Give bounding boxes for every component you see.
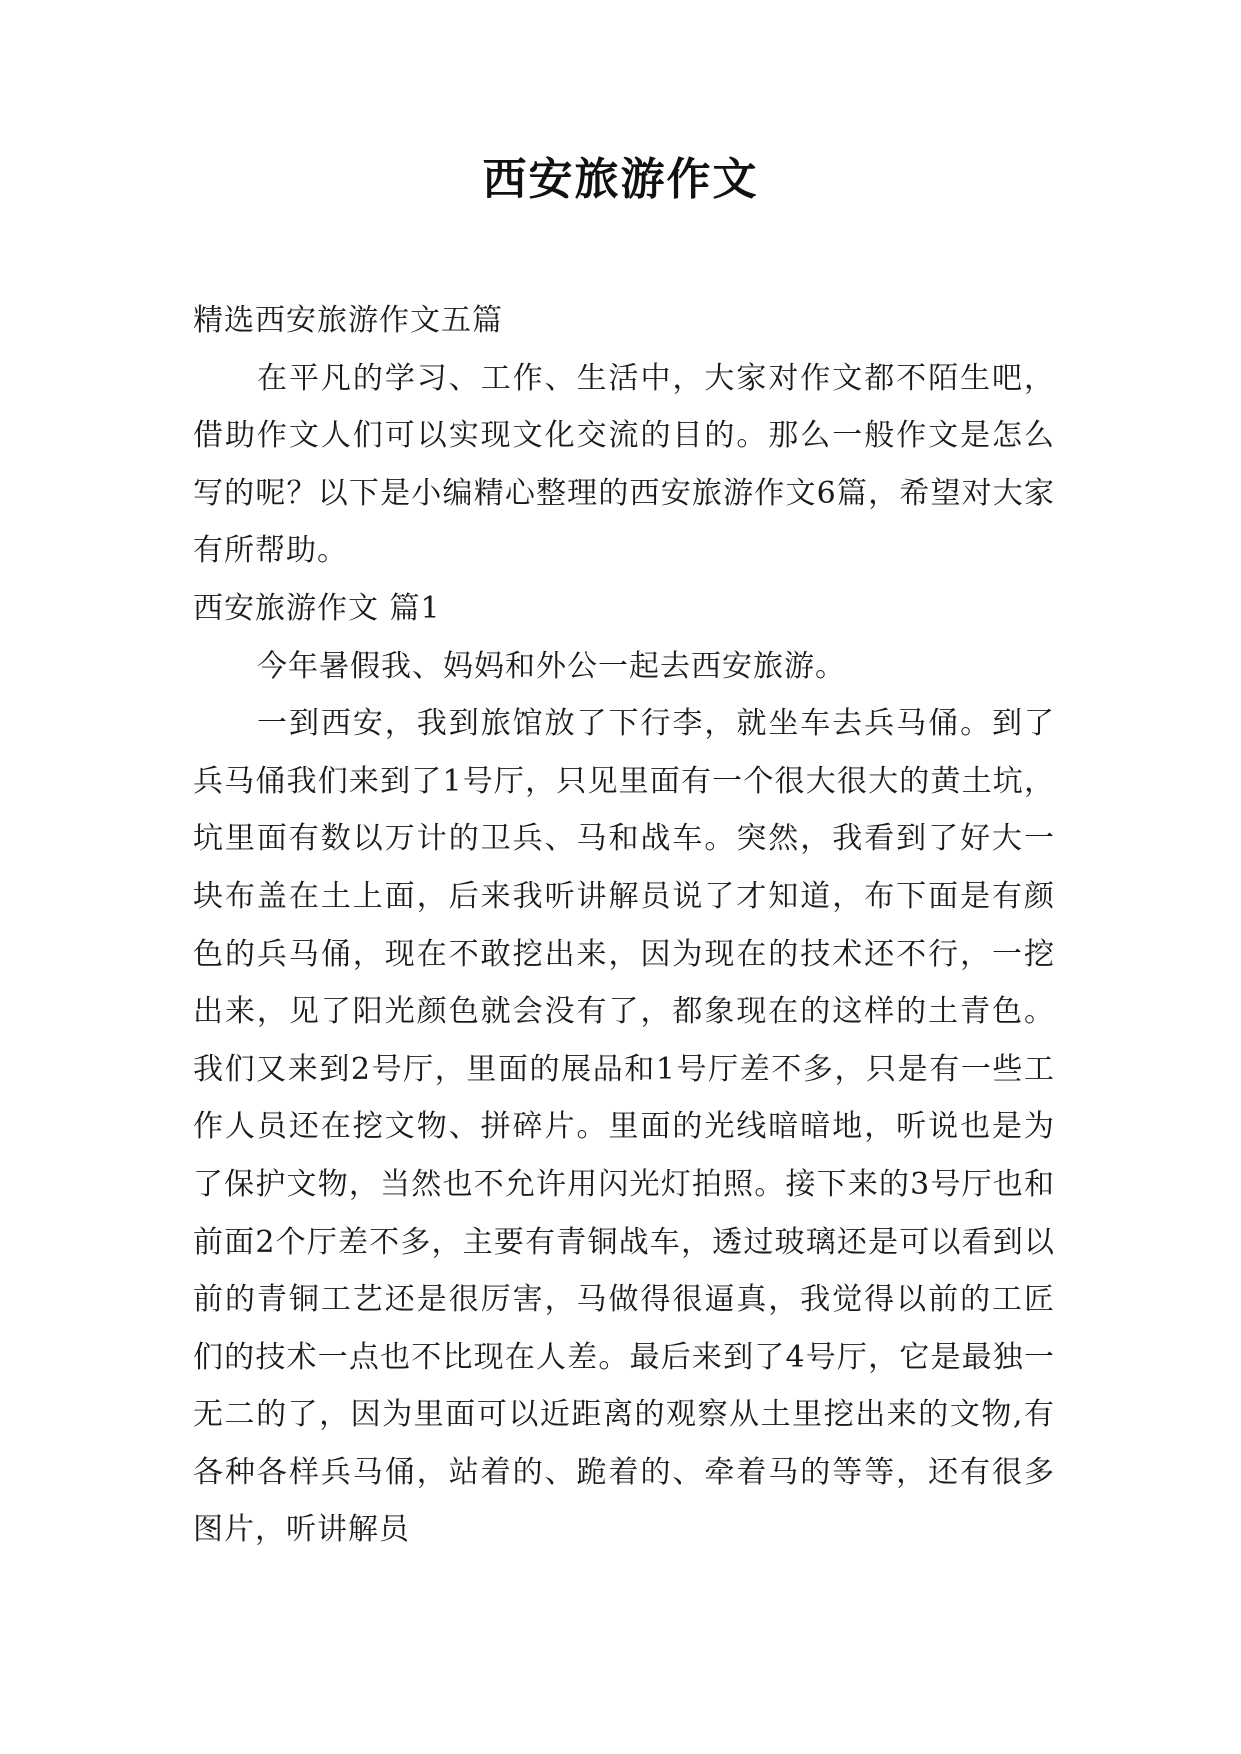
document-body bbox=[193, 292, 1055, 1559]
document-title: 西安旅游作文 bbox=[482, 154, 759, 205]
intro-paragraph: 在平凡的学习、工作、生活中，大家对作文都不陌生吧，借助作文人们可以实现文化交流的目的。那么一般作文是怎么写的呢？以下是小编精心整理的西安旅游作文6篇，希望对大家有所帮助。 bbox=[193, 360, 1055, 569]
body-paragraph: 今年暑假我、妈妈和外公一起去西安旅游。 bbox=[257, 648, 846, 684]
body-paragraph: 一到西安，我到旅馆放了下行李，就坐车去兵马俑。到了兵马俑我们来到了1号厅，只见里面有一个很大很大的黄土坑，坑里面有数以万计的卫兵、马和战车。突然，我看到了好大一块布盖在土上面，后来我听讲解员说了才知道，布下面是有颜色的兵马俑，现在不敢挖出来，因为现在的技术还不行，一挖出来，见了阳光颜色就会没有了，都象现在的这样的土青色。我们又来到2号厅，里面的展品和1号厅差不多，只是有一些工作人员还在挖文物、拼碎片。里面的光线暗暗地，听说也是为了保护文物，当然也不允许用闪光灯拍照。接下来的3号厅也和前面2个厅差不多，主要有青铜战车，透过玻璃还是可以看到以前的青铜工艺还是很厉害，马做得很逼真，我觉得以前的工匠们的技术一点也不比现在人差。最后来到了4号厅，它是最独一无二的了，因为里面可以近距离的观察从土里挖出来的文物,有各种各样兵马俑，站着的、跪着的、牵着马的等等，还有很多图片，听讲解员 bbox=[193, 706, 1055, 1548]
section-heading: 西安旅游作文 篇1 bbox=[193, 590, 441, 626]
subtitle-line: 精选西安旅游作文五篇 bbox=[193, 303, 503, 338]
